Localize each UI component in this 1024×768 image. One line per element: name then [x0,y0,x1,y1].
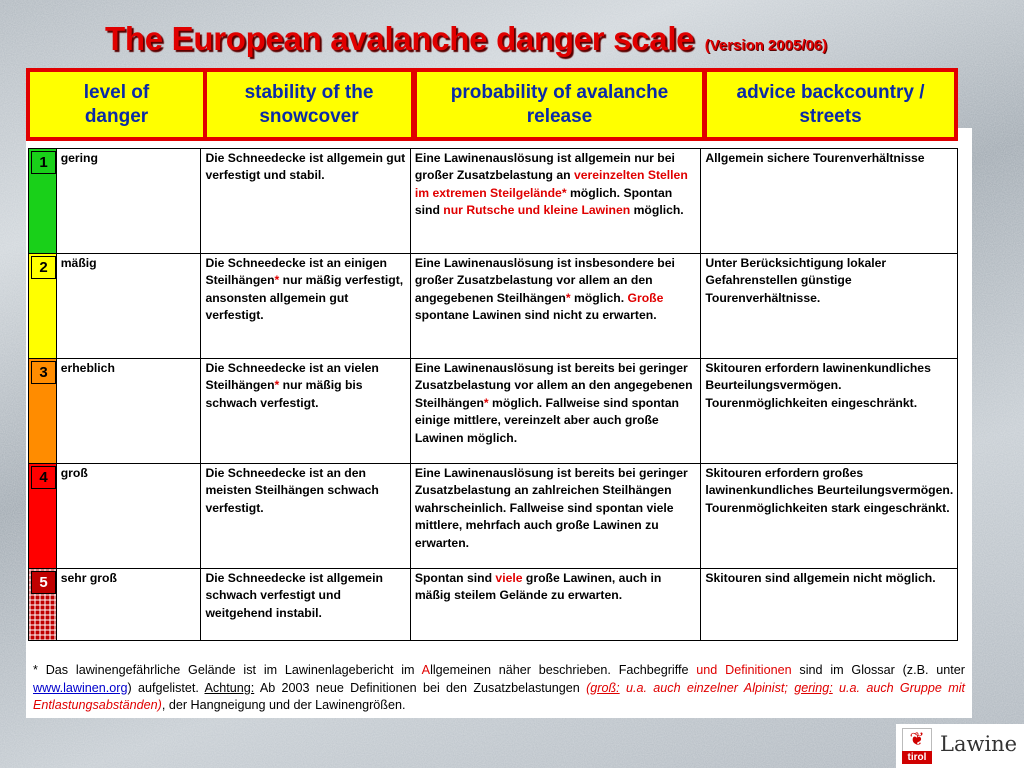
danger-level-name: mäßig [56,254,201,359]
danger-level-cell [29,569,57,641]
footnote-gross: groß: [590,680,620,695]
header-stability [207,72,411,137]
stability-cell-text: * [274,273,280,288]
header-row [26,68,958,141]
danger-level-number: 1 [31,151,56,174]
probability-cell-text: Eine Lawinenauslösung ist insbesondere bei großer Zusatzbelastung vor allem an den angegebenen Steilhängen [414,256,675,305]
eagle-icon: ❦ [909,729,925,749]
stability-cell-text: Die Schneedecke ist an den meisten Steilhängen schwach verfestigt. [205,466,379,515]
table-row [29,254,958,359]
header-advice-line2: streets [799,105,862,127]
header-stability-line2: snowcover [259,105,359,127]
header-probability-line2: release [526,105,593,127]
advice-cell: Skitouren erfordern großes lawinenkundliches Beurteilungsvermögen. Tourenmöglichkeiten stark eingeschränkt. [701,464,958,569]
footnote-text: ( [586,680,591,695]
header-probability-line1: probability of avalanche [450,82,669,104]
header-probability [417,72,702,137]
header-level-line2: danger [84,105,149,127]
tirol-lawine-logo [896,724,1024,768]
probability-cell-text: möglich. [570,290,628,305]
stability-cell-text: Die Schneedecke ist allgemein gut verfestigt und stabil. [205,151,406,183]
header-level-line1: level of [83,82,150,104]
lawinen-link[interactable]: www.lawinen.org [33,680,128,695]
danger-level-number: 2 [31,256,56,279]
table-row [29,569,958,641]
header-stability-line1: stability of the [244,82,374,104]
footnote-text: u.a. auch Gruppe mit Entlastungsabständen) [33,680,966,713]
danger-level-cell [29,359,57,464]
probability-cell [410,569,701,641]
probability-cell [410,254,701,359]
danger-level-name: groß [56,464,201,569]
probability-cell-text: nur Rutsche und kleine Lawinen [443,203,631,218]
advice-cell: Skitouren sind allgemein nicht möglich. [701,569,958,641]
stability-cell [201,254,410,359]
stability-cell [201,569,410,641]
stability-cell-text: nur mäßig verfestigt, ansonsten allgemein gut verfestigt. [205,273,404,323]
probability-cell [410,149,701,254]
advice-cell: Allgemein sichere Tourenverhältnisse [701,149,958,254]
header-level [30,72,203,137]
danger-level-name: erheblich [56,359,201,464]
advice-cell: Unter Berücksichtigung lokaler Gefahrenstellen günstige Tourenverhältnisse. [701,254,958,359]
probability-cell-text: große Lawinen, auch in mäßig steilem Gelände zu erwarten. [414,571,662,603]
probability-cell-text: Eine Lawinenauslösung ist bereits bei geringer Zusatzbelastung vor allem an den angegebenen Steilhängen [414,361,693,410]
probability-cell [410,359,701,464]
header-advice [707,72,954,137]
footnote-text: llgemeinen näher beschrieben. Fachbegriffe [430,663,697,677]
footnote-achtung: Achtung: [204,680,255,695]
danger-level-cell [29,149,57,254]
probability-cell-text: möglich. Fallweise sind spontan einige mittlere, vereinzelt aber auch große Lawinen möglich. [414,395,679,445]
footnote-text: u.a. auch einzelner Alpinist; [619,680,795,695]
footnote-text: ) aufgelistet. [127,680,205,695]
stability-cell [201,149,410,254]
probability-cell [410,464,701,569]
danger-level-name: sehr groß [56,569,201,641]
danger-level-cell [29,254,57,359]
footnote [33,662,965,715]
footnote-gering: gering: [794,680,833,695]
stability-cell [201,464,410,569]
probability-cell-text: Spontan sind [414,571,496,585]
probability-cell-text: spontane Lawinen sind nicht zu erwarten. [414,308,657,323]
danger-level-cell [29,464,57,569]
title-main: The European avalanche danger scale [105,20,695,57]
page-title [105,20,827,58]
footnote-definitions: und Definitionen [696,663,792,677]
probability-cell-text: * [483,395,489,410]
lawine-label: Lawine [940,732,1018,756]
stability-cell-text: Die Schneedecke ist an vielen Steilhängen [205,361,379,393]
stability-cell-text: Die Schneedecke ist an einigen Steilhängen [205,256,387,288]
danger-scale-table [28,148,958,641]
probability-cell-text: vereinzelten Stellen im extremen Steilgelände* [414,168,688,200]
stability-cell [201,359,410,464]
probability-cell-text: Eine Lawinenauslösung ist allgemein nur bei großer Zusatzbelastung an [414,151,675,183]
footnote-text: , der Hangneigung und der Lawinengrößen. [161,698,406,713]
title-version: (Version 2005/06) [704,37,828,54]
advice-cell: Skitouren erfordern lawinenkundliches Beurteilungsvermögen. Tourenmöglichkeiten eingeschränkt. [701,359,958,464]
danger-level-number: 4 [31,466,56,489]
probability-cell-text: * [565,290,571,305]
danger-level-number: 5 [31,571,56,594]
tirol-label: tirol [902,751,932,764]
header-advice-line1: advice backcountry / [736,82,925,104]
table-row [29,149,958,254]
probability-cell-text: möglich. [630,203,684,218]
footnote-text: sind im Glossar (z.B. unter [791,663,965,677]
probability-cell-text: Große [627,290,664,305]
footnote-text: A [421,663,431,677]
probability-cell-text: viele [495,571,523,585]
table-row [29,359,958,464]
table-row [29,464,958,569]
danger-level-name: gering [56,149,201,254]
danger-level-number: 3 [31,361,56,384]
probability-cell-text: Eine Lawinenauslösung ist bereits bei geringer Zusatzbelastung an zahlreichen Steilhängen wahrscheinlich. Fallweise sind spontan viele mittlere, mehrfach auch große Lawinen zu erwarten. [414,466,688,550]
footnote-text: * Das lawinengefährliche Gelände ist im Lawinenlagebericht im [33,663,422,677]
stability-cell-text: Die Schneedecke ist allgemein schwach verfestigt und weitgehend instabil. [205,571,383,620]
stability-cell-text: * [274,378,280,393]
probability-cell-text: möglich. Spontan sind [414,185,673,218]
footnote-text: Ab 2003 neue Definitionen bei den Zusatzbelastungen [254,680,587,695]
stability-cell-text: nur mäßig bis schwach verfestigt. [205,378,363,410]
